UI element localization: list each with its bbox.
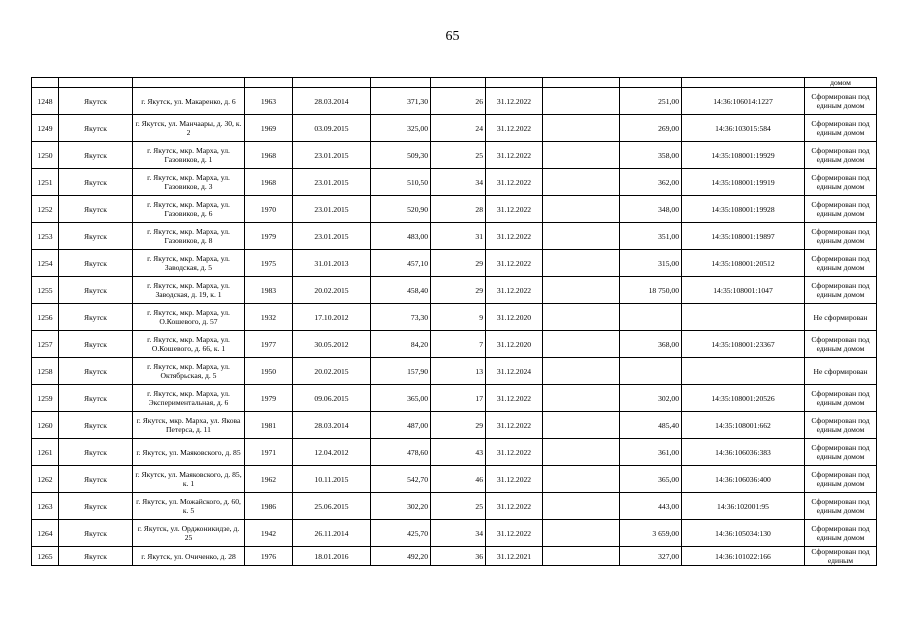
cell-address: г. Якутск, мкр. Марха, ул. Октябрьская, д. 5: [133, 358, 245, 385]
cell-num: 1254: [32, 250, 59, 277]
cell-status: Сформирован под единым домом: [805, 412, 877, 439]
cell-num: 1250: [32, 142, 59, 169]
cell-city: Якутск: [59, 277, 133, 304]
cell-deadline: 31.12.2022: [486, 385, 543, 412]
cell-city: Якутск: [59, 115, 133, 142]
cell-num: 1263: [32, 493, 59, 520]
cell-city: Якутск: [59, 331, 133, 358]
cell-deadline: 31.12.2021: [486, 547, 543, 566]
cell-area: 371,30: [371, 88, 431, 115]
table-row: [32, 115, 877, 142]
cell-count: 31: [431, 223, 486, 250]
cell-deadline: [486, 78, 543, 88]
cell-address: г. Якутск, ул. Орджоникидзе, д. 25: [133, 520, 245, 547]
cell-status: Сформирован под единым: [805, 547, 877, 566]
cell-count: 24: [431, 115, 486, 142]
cell-date: 23.01.2015: [293, 142, 371, 169]
cell-area: 458,40: [371, 277, 431, 304]
cell-empty: [543, 78, 620, 88]
cell-empty: [543, 250, 620, 277]
cell-land-area: 302,00: [620, 385, 682, 412]
cell-empty: [543, 304, 620, 331]
cell-year: 1932: [245, 304, 293, 331]
cell-address: г. Якутск, мкр. Марха, ул. Газовиков, д. 6: [133, 196, 245, 223]
cell-year: 1962: [245, 466, 293, 493]
cell-year: 1976: [245, 547, 293, 566]
cell-year: 1979: [245, 223, 293, 250]
cell-date: [293, 78, 371, 88]
cell-year: 1968: [245, 142, 293, 169]
cell-area: 302,20: [371, 493, 431, 520]
cell-deadline: 31.12.2022: [486, 412, 543, 439]
cell-cadastre: 14:35:108001:19897: [682, 223, 805, 250]
cell-count: 25: [431, 493, 486, 520]
cell-count: 29: [431, 250, 486, 277]
cell-year: 1970: [245, 196, 293, 223]
cell-land-area: 365,00: [620, 466, 682, 493]
cell-num: 1259: [32, 385, 59, 412]
table-row: [32, 358, 877, 385]
cell-cadastre: 14:35:108001:1047: [682, 277, 805, 304]
cell-land-area: [620, 358, 682, 385]
cell-empty: [543, 169, 620, 196]
table-row: [32, 385, 877, 412]
cell-num: 1248: [32, 88, 59, 115]
cell-land-area: [620, 78, 682, 88]
cell-cadastre: 14:35:108001:20526: [682, 385, 805, 412]
cell-empty: [543, 412, 620, 439]
cell-city: Якутск: [59, 250, 133, 277]
table-row: [32, 466, 877, 493]
cell-date: 17.10.2012: [293, 304, 371, 331]
cell-year: 1963: [245, 88, 293, 115]
cell-date: 25.06.2015: [293, 493, 371, 520]
housing-register-table: [31, 77, 877, 566]
cell-status: Сформирован под единым домом: [805, 223, 877, 250]
cell-cadastre: 14:35:108001:23367: [682, 331, 805, 358]
cell-year: 1942: [245, 520, 293, 547]
cell-deadline: 31.12.2022: [486, 277, 543, 304]
cell-empty: [543, 223, 620, 250]
cell-deadline: 31.12.2022: [486, 88, 543, 115]
table-row: [32, 88, 877, 115]
cell-area: 487,00: [371, 412, 431, 439]
cell-num: 1249: [32, 115, 59, 142]
cell-address: [133, 78, 245, 88]
cell-count: 34: [431, 520, 486, 547]
cell-address: г. Якутск, мкр. Марха, ул. Газовиков, д. 8: [133, 223, 245, 250]
cell-city: Якутск: [59, 520, 133, 547]
cell-cadastre: [682, 358, 805, 385]
cell-cadastre: [682, 304, 805, 331]
cell-address: г. Якутск, мкр. Марха, ул. О.Кошевого, д. 66, к. 1: [133, 331, 245, 358]
cell-deadline: 31.12.2022: [486, 223, 543, 250]
cell-cadastre: 14:35:108001:19919: [682, 169, 805, 196]
cell-city: Якутск: [59, 88, 133, 115]
cell-empty: [543, 196, 620, 223]
cell-deadline: 31.12.2022: [486, 520, 543, 547]
cell-empty: [543, 115, 620, 142]
cell-num: 1255: [32, 277, 59, 304]
cell-city: Якутск: [59, 223, 133, 250]
cell-empty: [543, 331, 620, 358]
cell-deadline: 31.12.2022: [486, 466, 543, 493]
cell-land-area: 351,00: [620, 223, 682, 250]
cell-empty: [543, 439, 620, 466]
cell-deadline: 31.12.2022: [486, 196, 543, 223]
cell-area: 510,50: [371, 169, 431, 196]
table-row: [32, 520, 877, 547]
cell-status: Сформирован под единым домом: [805, 196, 877, 223]
cell-status: Сформирован под единым домом: [805, 250, 877, 277]
table-row: [32, 196, 877, 223]
cell-empty: [543, 385, 620, 412]
cell-num: 1265: [32, 547, 59, 566]
cell-city: Якутск: [59, 358, 133, 385]
cell-land-area: 315,00: [620, 250, 682, 277]
cell-year: 1971: [245, 439, 293, 466]
table-row: [32, 439, 877, 466]
cell-count: 29: [431, 277, 486, 304]
cell-city: Якутск: [59, 466, 133, 493]
cell-date: 20.02.2015: [293, 358, 371, 385]
cell-cadastre: 14:35:108001:19929: [682, 142, 805, 169]
cell-num: [32, 78, 59, 88]
cell-count: [431, 78, 486, 88]
cell-empty: [543, 466, 620, 493]
cell-city: Якутск: [59, 304, 133, 331]
cell-address: г. Якутск, мкр. Марха, ул. Экспериментальная, д. 6: [133, 385, 245, 412]
cell-status: домом: [805, 78, 877, 88]
cell-address: г. Якутск, ул. Очиченко, д. 28: [133, 547, 245, 566]
cell-year: 1986: [245, 493, 293, 520]
cell-area: 84,20: [371, 331, 431, 358]
table-body: [32, 78, 877, 566]
cell-date: 26.11.2014: [293, 520, 371, 547]
table-row: [32, 250, 877, 277]
cell-land-area: 269,00: [620, 115, 682, 142]
cell-area: 365,00: [371, 385, 431, 412]
cell-date: 03.09.2015: [293, 115, 371, 142]
cell-date: 10.11.2015: [293, 466, 371, 493]
cell-city: Якутск: [59, 385, 133, 412]
cell-count: 9: [431, 304, 486, 331]
cell-year: 1968: [245, 169, 293, 196]
cell-city: Якутск: [59, 142, 133, 169]
cell-land-area: 18 750,00: [620, 277, 682, 304]
table-row: [32, 412, 877, 439]
cell-status: Не сформирован: [805, 304, 877, 331]
cell-count: 25: [431, 142, 486, 169]
cell-date: 20.02.2015: [293, 277, 371, 304]
cell-empty: [543, 493, 620, 520]
header-continuation-row: [32, 78, 877, 88]
cell-land-area: 251,00: [620, 88, 682, 115]
cell-status: Сформирован под единым домом: [805, 439, 877, 466]
cell-area: 492,20: [371, 547, 431, 566]
cell-year: 1983: [245, 277, 293, 304]
cell-deadline: 31.12.2022: [486, 493, 543, 520]
cell-status: Сформирован под единым домом: [805, 466, 877, 493]
cell-count: 7: [431, 331, 486, 358]
cell-count: 46: [431, 466, 486, 493]
cell-land-area: 348,00: [620, 196, 682, 223]
cell-deadline: 31.12.2022: [486, 439, 543, 466]
cell-year: 1977: [245, 331, 293, 358]
cell-status: Сформирован под единым домом: [805, 142, 877, 169]
cell-status: Сформирован под единым домом: [805, 277, 877, 304]
cell-num: 1253: [32, 223, 59, 250]
cell-date: 30.05.2012: [293, 331, 371, 358]
cell-empty: [543, 520, 620, 547]
cell-cadastre: 14:36:106014:1227: [682, 88, 805, 115]
cell-city: Якутск: [59, 547, 133, 566]
cell-area: 542,70: [371, 466, 431, 493]
cell-land-area: 368,00: [620, 331, 682, 358]
cell-status: Сформирован под единым домом: [805, 520, 877, 547]
cell-city: Якутск: [59, 412, 133, 439]
cell-year: 1969: [245, 115, 293, 142]
cell-count: 29: [431, 412, 486, 439]
cell-area: 325,00: [371, 115, 431, 142]
cell-year: 1981: [245, 412, 293, 439]
cell-city: [59, 78, 133, 88]
cell-address: г. Якутск, мкр. Марха, ул. Газовиков, д. 1: [133, 142, 245, 169]
cell-num: 1261: [32, 439, 59, 466]
cell-status: Не сформирован: [805, 358, 877, 385]
cell-deadline: 31.12.2024: [486, 358, 543, 385]
cell-num: 1256: [32, 304, 59, 331]
cell-cadastre: 14:36:102001:95: [682, 493, 805, 520]
cell-area: 73,30: [371, 304, 431, 331]
cell-empty: [543, 142, 620, 169]
cell-date: 28.03.2014: [293, 88, 371, 115]
cell-year: [245, 78, 293, 88]
cell-cadastre: 14:35:108001:20512: [682, 250, 805, 277]
cell-address: г. Якутск, мкр. Марха, ул. Заводская, д. 19, к. 1: [133, 277, 245, 304]
cell-city: Якутск: [59, 196, 133, 223]
cell-area: 157,90: [371, 358, 431, 385]
cell-cadastre: 14:36:103015:584: [682, 115, 805, 142]
cell-area: 457,10: [371, 250, 431, 277]
cell-deadline: 31.12.2022: [486, 115, 543, 142]
cell-cadastre: [682, 78, 805, 88]
table-row: [32, 277, 877, 304]
cell-cadastre: 14:35:108001:19928: [682, 196, 805, 223]
cell-date: 23.01.2015: [293, 169, 371, 196]
table-row: [32, 223, 877, 250]
cell-year: 1979: [245, 385, 293, 412]
page-number: 65: [445, 29, 460, 44]
cell-count: 28: [431, 196, 486, 223]
cell-date: 18.01.2016: [293, 547, 371, 566]
cell-count: 36: [431, 547, 486, 566]
cell-city: Якутск: [59, 169, 133, 196]
cell-address: г. Якутск, ул. Маяковского, д. 85, к. 1: [133, 466, 245, 493]
cell-year: 1950: [245, 358, 293, 385]
cell-date: 23.01.2015: [293, 196, 371, 223]
cell-date: 28.03.2014: [293, 412, 371, 439]
cell-area: 509,30: [371, 142, 431, 169]
cell-address: г. Якутск, мкр. Марха, ул. Газовиков, д. 3: [133, 169, 245, 196]
cell-num: 1258: [32, 358, 59, 385]
cell-deadline: 31.12.2020: [486, 331, 543, 358]
cell-address: г. Якутск, мкр. Марха, ул. О.Кошевого, д. 57: [133, 304, 245, 331]
cell-land-area: [620, 304, 682, 331]
cell-address: г. Якутск, ул. Манчаары, д. 30, к. 2: [133, 115, 245, 142]
cell-deadline: 31.12.2022: [486, 250, 543, 277]
table-row: [32, 493, 877, 520]
cell-deadline: 31.12.2022: [486, 142, 543, 169]
cell-city: Якутск: [59, 439, 133, 466]
cell-cadastre: 14:36:106036:383: [682, 439, 805, 466]
cell-count: 26: [431, 88, 486, 115]
cell-address: г. Якутск, ул. Маяковского, д. 85: [133, 439, 245, 466]
cell-address: г. Якутск, мкр. Марха, ул. Якова Петерса, д. 11: [133, 412, 245, 439]
cell-land-area: 3 659,00: [620, 520, 682, 547]
cell-empty: [543, 88, 620, 115]
cell-land-area: 443,00: [620, 493, 682, 520]
table-row: [32, 142, 877, 169]
cell-land-area: 485,40: [620, 412, 682, 439]
cell-year: 1975: [245, 250, 293, 277]
cell-num: 1260: [32, 412, 59, 439]
cell-empty: [543, 358, 620, 385]
cell-cadastre: 14:36:105034:130: [682, 520, 805, 547]
cell-status: Сформирован под единым домом: [805, 385, 877, 412]
cell-date: 09.06.2015: [293, 385, 371, 412]
table-row: [32, 169, 877, 196]
cell-num: 1264: [32, 520, 59, 547]
cell-area: 425,70: [371, 520, 431, 547]
cell-status: Сформирован под единым домом: [805, 169, 877, 196]
cell-deadline: 31.12.2022: [486, 169, 543, 196]
cell-count: 43: [431, 439, 486, 466]
cell-city: Якутск: [59, 493, 133, 520]
cell-num: 1257: [32, 331, 59, 358]
cell-land-area: 361,00: [620, 439, 682, 466]
cell-count: 13: [431, 358, 486, 385]
cell-address: г. Якутск, ул. Можайского, д. 60, к. 5: [133, 493, 245, 520]
cell-num: 1262: [32, 466, 59, 493]
cell-status: Сформирован под единым домом: [805, 493, 877, 520]
cell-date: 31.01.2013: [293, 250, 371, 277]
cell-area: 478,60: [371, 439, 431, 466]
table-row: [32, 547, 877, 566]
cell-empty: [543, 547, 620, 566]
cell-date: 23.01.2015: [293, 223, 371, 250]
cell-count: 34: [431, 169, 486, 196]
cell-status: Сформирован под единым домом: [805, 115, 877, 142]
cell-cadastre: 14:36:106036:400: [682, 466, 805, 493]
cell-area: 520,90: [371, 196, 431, 223]
cell-count: 17: [431, 385, 486, 412]
cell-area: [371, 78, 431, 88]
cell-cadastre: 14:36:101022:166: [682, 547, 805, 566]
cell-empty: [543, 277, 620, 304]
cell-status: Сформирован под единым домом: [805, 88, 877, 115]
table-row: [32, 304, 877, 331]
cell-status: Сформирован под единым домом: [805, 331, 877, 358]
cell-num: 1252: [32, 196, 59, 223]
cell-cadastre: 14:35:108001:662: [682, 412, 805, 439]
cell-address: г. Якутск, мкр. Марха, ул. Заводская, д. 5: [133, 250, 245, 277]
cell-num: 1251: [32, 169, 59, 196]
cell-date: 12.04.2012: [293, 439, 371, 466]
cell-land-area: 358,00: [620, 142, 682, 169]
cell-land-area: 327,00: [620, 547, 682, 566]
cell-address: г. Якутск, ул. Макаренко, д. 6: [133, 88, 245, 115]
table-row: [32, 331, 877, 358]
cell-area: 483,00: [371, 223, 431, 250]
cell-land-area: 362,00: [620, 169, 682, 196]
cell-deadline: 31.12.2020: [486, 304, 543, 331]
